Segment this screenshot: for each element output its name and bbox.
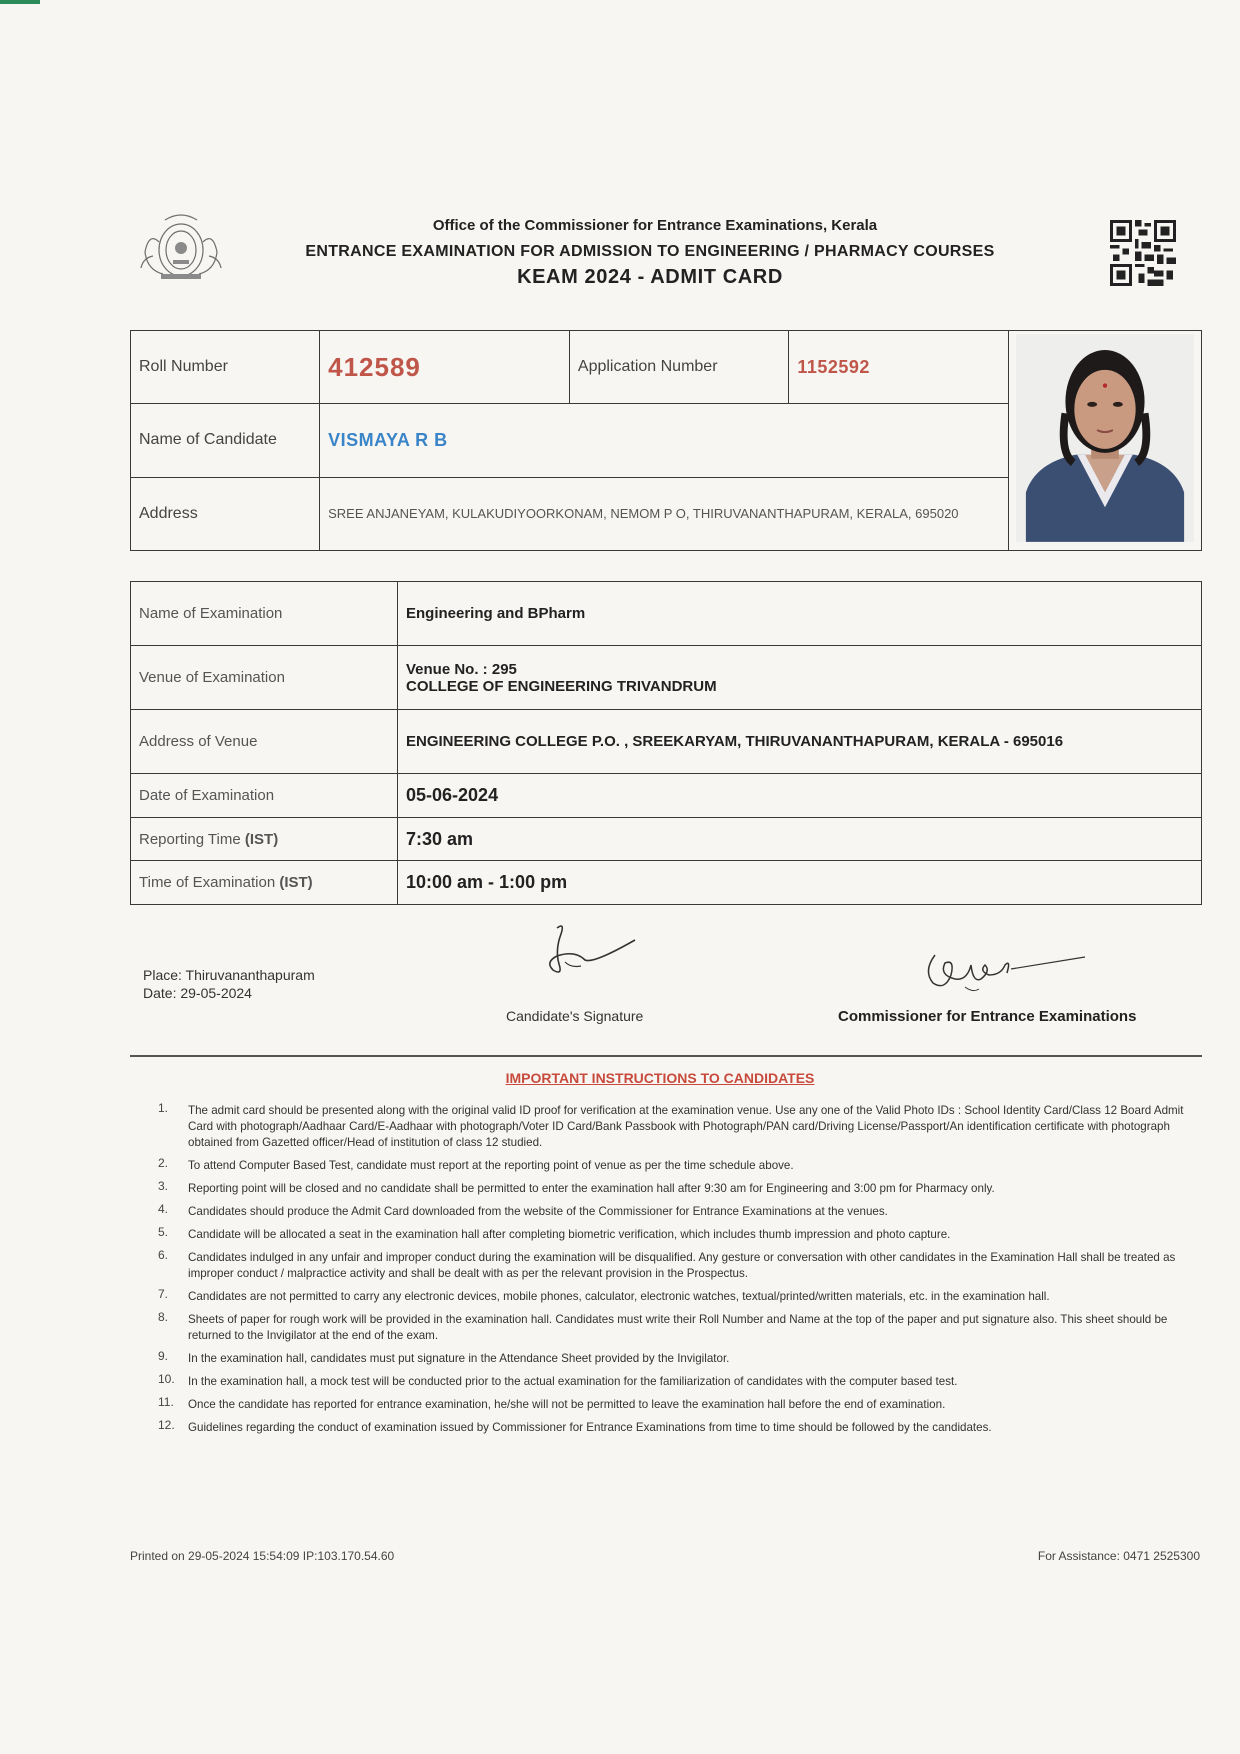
instruction-number: 6. (158, 1248, 169, 1262)
instruction-item (158, 1397, 1198, 1413)
instruction-text: In the examination hall, candidates must put signature in the Attendance Sheet provided by the Invigilator. (188, 1352, 730, 1365)
candidate-name: VISMAYA R B (328, 429, 448, 450)
commissioner-signature-image (915, 935, 1090, 1000)
venue-number: Venue No. : 295 (406, 660, 517, 678)
application-number-value (789, 331, 1008, 404)
exam-name-label: Name of Examination (131, 582, 398, 646)
venue-value-cell (398, 646, 1202, 710)
instruction-text: To attend Computer Based Test, candidate must report at the reporting point of venue as per the time schedule above. (188, 1159, 794, 1172)
instruction-item (158, 1420, 1198, 1436)
instruction-text: Candidates should produce the Admit Card downloaded from the website of the Commissioner for Entrance Examinations at the venues. (188, 1205, 888, 1218)
admit-card-title: KEAM 2024 - ADMIT CARD (517, 266, 783, 288)
instruction-number: 5. (158, 1225, 169, 1239)
instruction-item (158, 1250, 1198, 1282)
exam-date-label: Date of Examination (131, 774, 398, 818)
instruction-item (158, 1227, 1198, 1243)
application-number: 1152592 (797, 356, 870, 377)
instruction-item (158, 1158, 1198, 1174)
candidate-photo (1016, 334, 1194, 542)
printed-info: Printed on 29-05-2024 15:54:09 IP:103.170.54.60 (130, 1549, 395, 1563)
assistance-info: For Assistance: 0471 2525300 (1037, 1549, 1200, 1563)
address-value-cell (320, 477, 1009, 550)
instruction-number: 8. (158, 1310, 169, 1324)
instruction-number: 1. (158, 1101, 169, 1115)
instruction-item (158, 1103, 1198, 1151)
exam-date-value: 05-06-2024 (398, 774, 1202, 818)
exam-details-table (130, 581, 1202, 905)
venue-label: Venue of Examination (131, 646, 398, 710)
instruction-text: Candidates are not permitted to carry any electronic devices, mobile phones, calculator, electronic watches, textual/printed/written materials, etc. in the examination hall. (188, 1290, 1050, 1303)
instruction-text: Sheets of paper for rough work will be provided in the examination hall. Candidates must write their Roll Number and Name at the top of the paper and put signature also. This sheet should be returned to the Invigilator at the end of the exam. (188, 1313, 1168, 1342)
instruction-number: 10. (158, 1372, 175, 1386)
instruction-text: The admit card should be presented along with the original valid ID proof for verification at the examination venue. Use any one of the Valid Photo IDs : School Identity Card/Class 12 Board Admit Card with photograph/Aadhaar Card/E-Aadhaar with photograph/Voter ID Card/Bank Passbook with Photograph/PAN card/Driving License/Passport/An identification certificate with photograph obtained from Gazetted officer/Head of institution of class 12 studied. (188, 1104, 1184, 1149)
instruction-number: 11. (158, 1395, 174, 1409)
application-number-label: Application Number (569, 331, 788, 404)
instructions-title: IMPORTANT INSTRUCTIONS TO CANDIDATES (505, 1070, 815, 1086)
instruction-number: 9. (158, 1349, 169, 1363)
instruction-text: Guidelines regarding the conduct of examination issued by Commissioner for Entrance Examinations from time to time should be followed by the candidates. (188, 1421, 992, 1434)
exam-time-ist: (IST) (279, 874, 313, 891)
exam-time-label-text: Time of Examination (139, 874, 280, 891)
exam-name-value: Engineering and BPharm (398, 582, 1202, 646)
reporting-time-label-text: Reporting Time (139, 830, 245, 848)
instruction-number: 3. (158, 1179, 169, 1193)
instruction-number: 7. (158, 1287, 169, 1301)
issue-date: Date: 29-05-2024 (143, 985, 252, 1001)
instruction-item (158, 1289, 1198, 1305)
reporting-time-value: 7:30 am (398, 818, 1202, 861)
venue-name: COLLEGE OF ENGINEERING TRIVANDRUM (406, 677, 717, 695)
photo-cell (1008, 331, 1201, 551)
instruction-item (158, 1204, 1198, 1220)
instruction-text: Once the candidate has reported for entrance examination, he/she will not be permitted to leave the examination hall before the end of examination. (188, 1398, 946, 1411)
place-date-block (143, 966, 315, 1002)
instruction-item (158, 1374, 1198, 1390)
instruction-number: 12. (158, 1418, 175, 1432)
roll-number-value (320, 331, 570, 404)
corner-mark (0, 0, 40, 4)
exam-time-label (131, 861, 398, 905)
instruction-text: Reporting point will be closed and no candidate shall be permitted to enter the examination hall after 9:30 am for Engineering and 3:00 pm for Pharmacy only. (188, 1182, 995, 1195)
reporting-time-label (131, 818, 398, 861)
section-divider (130, 1055, 1202, 1057)
candidate-signature-label: Candidate's Signature (506, 1008, 644, 1024)
instruction-number: 4. (158, 1202, 169, 1216)
exam-heading: ENTRANCE EXAMINATION FOR ADMISSION TO ENGINEERING / PHARMACY COURSES (305, 243, 995, 260)
roll-number: 412589 (328, 351, 421, 382)
instruction-text: Candidate will be allocated a seat in the examination hall after completing biometric verification, which includes thumb impression and photo capture. (188, 1228, 951, 1241)
instruction-number: 2. (158, 1156, 169, 1170)
office-heading: Office of the Commissioner for Entrance Examinations, Kerala (432, 217, 878, 234)
candidate-name-label: Name of Candidate (131, 404, 320, 477)
commissioner-signature-label: Commissioner for Entrance Examinations (838, 1008, 1137, 1025)
instructions-list (158, 1103, 1198, 1443)
instruction-item (158, 1181, 1198, 1197)
roll-number-label: Roll Number (131, 331, 320, 404)
candidate-signature-image (535, 920, 645, 985)
instruction-text: In the examination hall, a mock test will be conducted prior to the actual examination for the familiarization of candidates with the computer based test. (188, 1375, 958, 1388)
place: Place: Thiruvananthapuram (143, 967, 315, 983)
candidate-name-value (320, 404, 1009, 477)
instruction-text: Candidates indulged in any unfair and improper conduct during the examination will be disqualified. Any gesture or conversation with other candidates in the Examination Hall shall be treated as improper conduct / malpractice activity and shall be dealt with as per the relevant provision in the Prospectus. (188, 1251, 1176, 1280)
venue-address-label: Address of Venue (131, 710, 398, 774)
instruction-item (158, 1312, 1198, 1344)
venue-address-value: ENGINEERING COLLEGE P.O. , SREEKARYAM, THIRUVANANTHAPURAM, KERALA - 695016 (398, 710, 1202, 774)
candidate-address: SREE ANJANEYAM, KULAKUDIYOORKONAM, NEMOM P O, THIRUVANANTHAPURAM, KERALA, 695020 (328, 506, 959, 522)
exam-time-value: 10:00 am - 1:00 pm (398, 861, 1202, 905)
candidate-table (130, 330, 1202, 551)
reporting-time-ist: (IST) (244, 830, 279, 848)
address-label: Address (131, 477, 320, 550)
instruction-item (158, 1351, 1198, 1367)
